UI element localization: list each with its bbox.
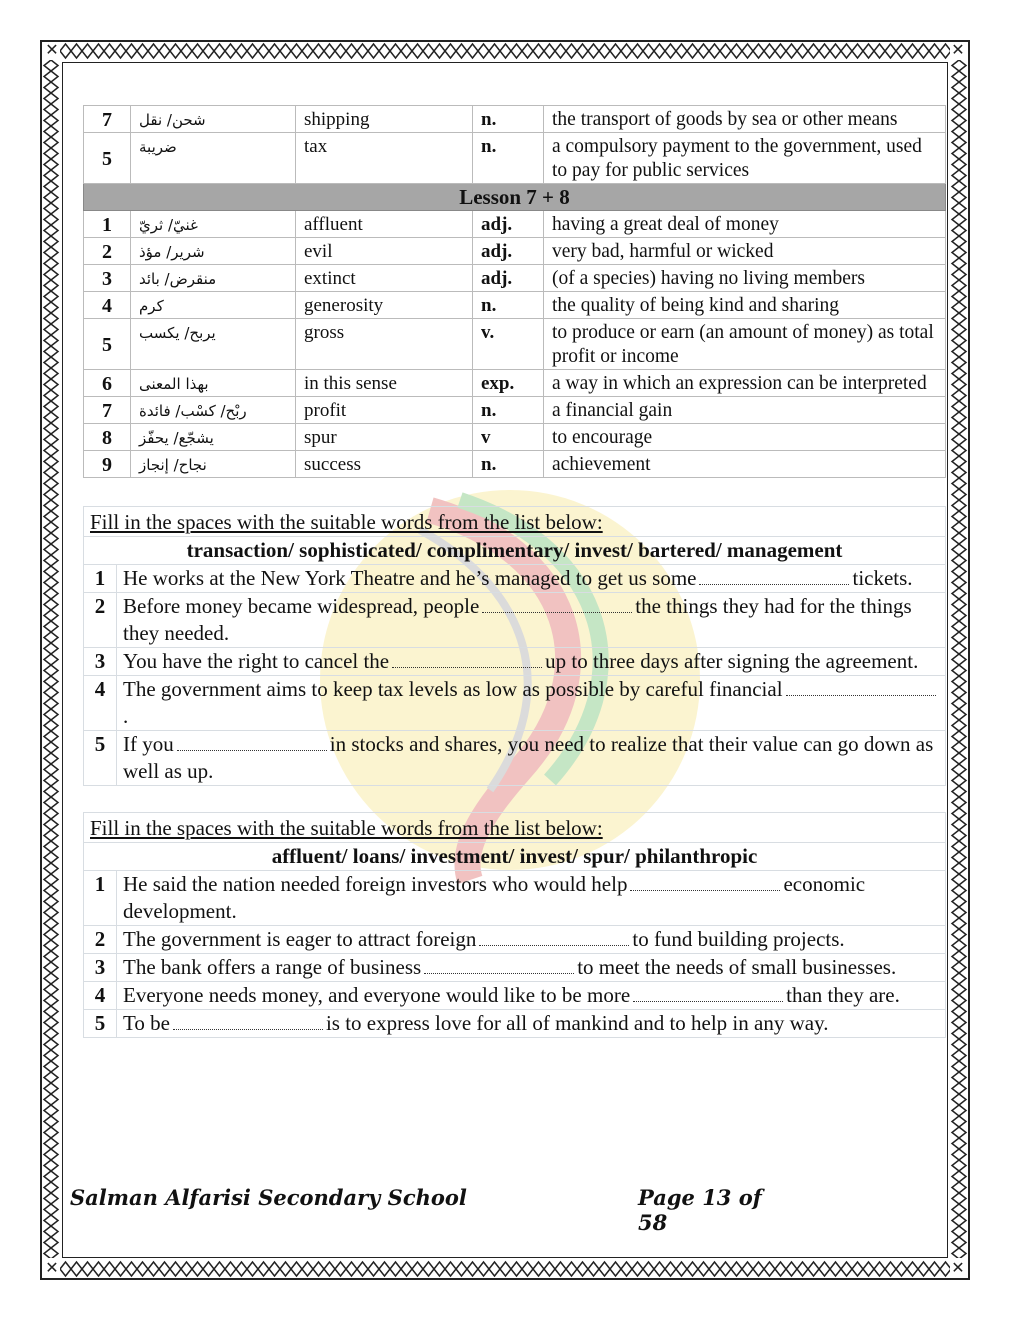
vocab-arabic-meaning xyxy=(131,451,296,478)
exercise-item xyxy=(84,954,946,982)
vocab-definition: (of a species) having no living members xyxy=(544,265,946,292)
sentence-before-blank: You have the right to cancel the xyxy=(123,649,390,673)
sentence-before-blank: The bank offers a range of business xyxy=(123,955,422,979)
border-pattern-left xyxy=(42,60,60,1258)
exercise-item-number: 1 xyxy=(84,871,117,926)
exercise-item-sentence xyxy=(117,926,946,954)
answer-blank[interactable] xyxy=(699,570,849,585)
vocab-word: generosity xyxy=(296,292,473,319)
vocab-part-of-speech: n. xyxy=(473,133,544,184)
sentence-before-blank: He said the nation needed foreign investors who would help xyxy=(123,872,628,896)
arabic-text: ربْح/ كسْب/ فائدة xyxy=(139,402,247,420)
answer-blank[interactable] xyxy=(482,598,632,613)
exercise-item-number: 2 xyxy=(84,593,117,648)
sentence-after-blank: . xyxy=(123,704,129,728)
vocab-arabic-meaning xyxy=(131,292,296,319)
sentence-before-blank: If you xyxy=(123,732,174,756)
vocab-row xyxy=(84,292,946,319)
exercise-item-number: 5 xyxy=(84,731,117,786)
arabic-text: شرير/ مؤذ xyxy=(139,243,205,261)
vocab-part-of-speech: n. xyxy=(473,451,544,478)
border-pattern-right xyxy=(950,60,968,1258)
exercise-item xyxy=(84,593,946,648)
sentence-before-blank: Before money became widespread, people xyxy=(123,594,480,618)
answer-blank[interactable] xyxy=(424,959,574,974)
exercise-item-sentence xyxy=(117,1010,946,1038)
exercise-1-table xyxy=(83,506,946,786)
arabic-text: نجاح/ إنجاز xyxy=(139,456,207,474)
vocab-number: 3 xyxy=(84,265,131,292)
vocab-row xyxy=(84,265,946,292)
sentence-after-blank: in stocks and shares, you need to realize that their value can go down as well as up. xyxy=(123,732,934,783)
exercise-item-sentence xyxy=(117,676,946,731)
vocab-arabic-meaning xyxy=(131,211,296,238)
vocab-definition: to encourage xyxy=(544,424,946,451)
vocab-row xyxy=(84,133,946,184)
vocabulary-table xyxy=(83,105,946,478)
answer-blank[interactable] xyxy=(392,653,542,668)
vocab-number: 8 xyxy=(84,424,131,451)
vocab-arabic-meaning xyxy=(131,397,296,424)
vocab-definition: the transport of goods by sea or other means xyxy=(544,106,946,133)
exercise-2-table xyxy=(83,812,946,1038)
arabic-text: ضريبة xyxy=(139,138,177,156)
sentence-after-blank: than they are. xyxy=(786,983,900,1007)
arabic-text: بهذا المعنى xyxy=(139,375,209,393)
sentence-before-blank: The government is eager to attract foreign xyxy=(123,927,477,951)
vocab-definition: a compulsory payment to the government, used to pay for public services xyxy=(544,133,946,184)
answer-blank[interactable] xyxy=(177,736,327,751)
answer-blank[interactable] xyxy=(173,1015,323,1030)
arabic-text: يربح/ يكسب xyxy=(139,324,216,342)
arabic-text: يشجّع/ يحفّز xyxy=(139,429,214,447)
vocab-part-of-speech: n. xyxy=(473,397,544,424)
vocab-definition: a financial gain xyxy=(544,397,946,424)
sentence-after-blank: to meet the needs of small businesses. xyxy=(577,955,897,979)
vocab-part-of-speech: adj. xyxy=(473,238,544,265)
vocab-arabic-meaning xyxy=(131,319,296,370)
vocab-definition: a way in which an expression can be interpreted xyxy=(544,370,946,397)
exercise-1-word-list: transaction/ sophisticated/ complimentary/ invest/ bartered/ management xyxy=(84,537,946,565)
sentence-after-blank: economic development. xyxy=(123,872,866,923)
vocab-row xyxy=(84,370,946,397)
vocab-part-of-speech: n. xyxy=(473,106,544,133)
vocab-number: 4 xyxy=(84,292,131,319)
vocab-word: spur xyxy=(296,424,473,451)
exercise-item-number: 2 xyxy=(84,926,117,954)
page-content xyxy=(83,105,946,1038)
vocab-number: 2 xyxy=(84,238,131,265)
vocab-row xyxy=(84,397,946,424)
corner-ornament-icon: ✕ xyxy=(45,1260,59,1277)
vocab-word: extinct xyxy=(296,265,473,292)
vocab-part-of-speech: v xyxy=(473,424,544,451)
vocab-definition: having a great deal of money xyxy=(544,211,946,238)
vocab-definition: to produce or earn (an amount of money) as total profit or income xyxy=(544,319,946,370)
arabic-text: كرم xyxy=(139,297,164,315)
exercise-item-sentence xyxy=(117,871,946,926)
vocab-word: in this sense xyxy=(296,370,473,397)
exercise-item-number: 5 xyxy=(84,1010,117,1038)
vocab-word: profit xyxy=(296,397,473,424)
border-pattern-top xyxy=(60,42,950,60)
border-pattern-bottom xyxy=(60,1260,950,1278)
vocab-number: 1 xyxy=(84,211,131,238)
arabic-text: منقرض/ بائد xyxy=(139,270,217,288)
vocab-word: tax xyxy=(296,133,473,184)
exercise-item-number: 3 xyxy=(84,648,117,676)
sentence-after-blank: is to express love for all of mankind and to help in any way. xyxy=(325,1011,829,1035)
answer-blank[interactable] xyxy=(630,876,780,891)
arabic-text: شحن/ نقل xyxy=(139,111,206,129)
vocab-word: shipping xyxy=(296,106,473,133)
exercise-item xyxy=(84,982,946,1010)
sentence-after-blank: to fund building projects. xyxy=(632,927,845,951)
exercise-item-number: 1 xyxy=(84,565,117,593)
sentence-before-blank: The government aims to keep tax levels as low as possible by careful financial xyxy=(123,677,783,701)
vocab-number: 6 xyxy=(84,370,131,397)
vocab-part-of-speech: exp. xyxy=(473,370,544,397)
sentence-after-blank: the things they had for the things they needed. xyxy=(123,594,912,645)
exercise-2 xyxy=(83,812,946,1038)
corner-ornament-icon: ✕ xyxy=(45,42,59,59)
vocab-number: 9 xyxy=(84,451,131,478)
exercise-1-instruction: Fill in the spaces with the suitable words from the list below: xyxy=(84,507,946,537)
sentence-before-blank: To be xyxy=(123,1011,170,1035)
vocab-arabic-meaning xyxy=(131,424,296,451)
vocab-arabic-meaning xyxy=(131,133,296,184)
vocab-row xyxy=(84,424,946,451)
vocab-row xyxy=(84,451,946,478)
vocab-number: 5 xyxy=(84,319,131,370)
vocab-arabic-meaning xyxy=(131,265,296,292)
vocab-number: 7 xyxy=(84,106,131,133)
answer-blank[interactable] xyxy=(633,987,783,1002)
exercise-item xyxy=(84,565,946,593)
lesson-heading-row xyxy=(84,184,946,211)
vocab-row xyxy=(84,211,946,238)
vocab-part-of-speech: v. xyxy=(473,319,544,370)
sentence-before-blank: Everyone needs money, and everyone would like to be more xyxy=(123,983,631,1007)
vocab-number: 7 xyxy=(84,397,131,424)
footer-page-number: Page 13 of 58 xyxy=(638,1185,762,1235)
exercise-item-sentence xyxy=(117,565,946,593)
vocab-word: success xyxy=(296,451,473,478)
exercise-item-sentence xyxy=(117,954,946,982)
vocab-definition: the quality of being kind and sharing xyxy=(544,292,946,319)
vocab-part-of-speech: adj. xyxy=(473,265,544,292)
vocab-row xyxy=(84,319,946,370)
vocab-arabic-meaning xyxy=(131,370,296,397)
vocab-word: gross xyxy=(296,319,473,370)
vocab-definition: very bad, harmful or wicked xyxy=(544,238,946,265)
corner-ornament-icon: ✕ xyxy=(951,1260,965,1277)
vocab-part-of-speech: adj. xyxy=(473,211,544,238)
sentence-after-blank: tickets. xyxy=(852,566,913,590)
exercise-item xyxy=(84,731,946,786)
vocab-row xyxy=(84,106,946,133)
vocab-word: evil xyxy=(296,238,473,265)
vocab-arabic-meaning xyxy=(131,238,296,265)
exercise-1 xyxy=(83,506,946,786)
exercise-item xyxy=(84,1010,946,1038)
exercise-item-sentence xyxy=(117,982,946,1010)
arabic-text: غنيّ/ ثريّ xyxy=(139,216,198,234)
exercise-item-number: 4 xyxy=(84,982,117,1010)
exercise-item xyxy=(84,926,946,954)
footer-school-name: Salman Alfarisi Secondary School xyxy=(70,1185,467,1210)
exercise-item xyxy=(84,871,946,926)
vocab-row xyxy=(84,238,946,265)
vocab-word: affluent xyxy=(296,211,473,238)
vocab-part-of-speech: n. xyxy=(473,292,544,319)
exercise-item-sentence xyxy=(117,648,946,676)
answer-blank[interactable] xyxy=(479,931,629,946)
corner-ornament-icon: ✕ xyxy=(951,42,965,59)
exercise-2-instruction: Fill in the spaces with the suitable words from the list below: xyxy=(84,813,946,843)
vocab-definition: achievement xyxy=(544,451,946,478)
exercise-2-word-list: affluent/ loans/ investment/ invest/ spur/ philanthropic xyxy=(84,843,946,871)
exercise-item-number: 3 xyxy=(84,954,117,982)
exercise-item-sentence xyxy=(117,731,946,786)
exercise-item xyxy=(84,676,946,731)
vocab-arabic-meaning xyxy=(131,106,296,133)
exercise-item-number: 4 xyxy=(84,676,117,731)
sentence-before-blank: He works at the New York Theatre and he’s managed to get us some xyxy=(123,566,697,590)
answer-blank[interactable] xyxy=(786,681,936,696)
sentence-after-blank: up to three days after signing the agreement. xyxy=(545,649,919,673)
vocab-number: 5 xyxy=(84,133,131,184)
exercise-item-sentence xyxy=(117,593,946,648)
lesson-heading: Lesson 7 + 8 xyxy=(84,184,946,211)
exercise-item xyxy=(84,648,946,676)
